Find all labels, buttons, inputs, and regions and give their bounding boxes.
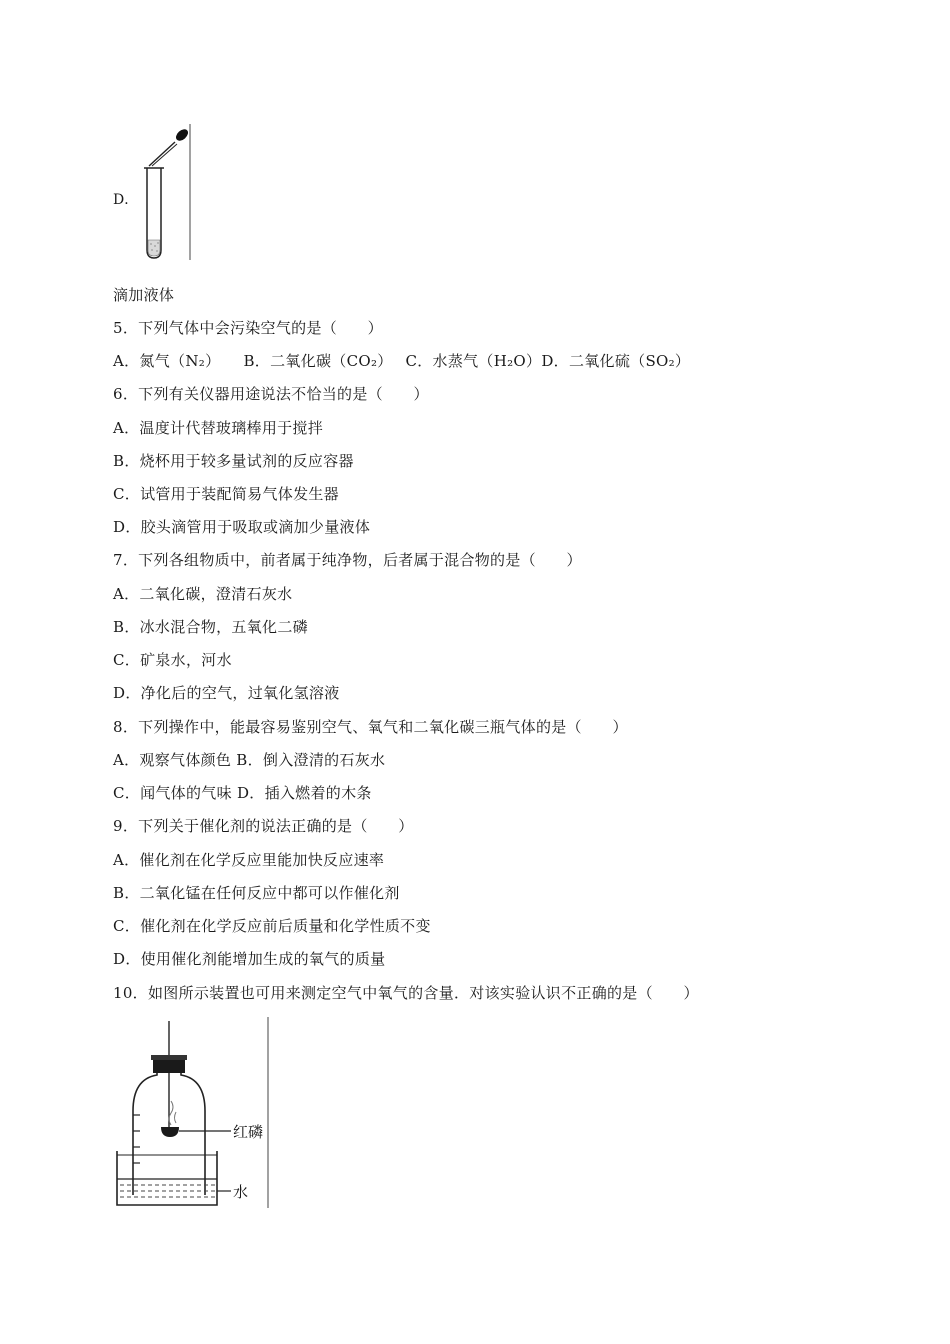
oxygen-measurement-apparatus-figure (113, 1015, 273, 1210)
q7-stem: 7．下列各组物质中，前者属于纯净物，后者属于混合物的是（ ） (113, 551, 582, 569)
q4-option-d-caption: 滴加液体 (113, 286, 175, 304)
combustion-spoon (161, 1127, 179, 1137)
dropper-glass (149, 142, 175, 166)
q6-option-a: A．温度计代替玻璃棒用于搅拌 (113, 419, 324, 437)
q9-option-a: A．催化剂在化学反应里能加快反应速率 (113, 851, 385, 869)
dropper-test-tube-figure (135, 122, 195, 262)
q7-option-a: A．二氧化碳，澄清石灰水 (113, 585, 293, 603)
q9-option-d: D．使用催化剂能增加生成的氧气的质量 (113, 950, 386, 968)
q4-option-d-label: D． (113, 192, 139, 208)
q9-stem: 9．下列关于催化剂的说法正确的是（ ） (113, 817, 414, 835)
q6-option-b: B．烧杯用于较多量试剂的反应容器 (113, 452, 354, 470)
q6-stem: 6．下列有关仪器用途说法不恰当的是（ ） (113, 385, 429, 403)
q7-option-b: B．冰水混合物，五氧化二磷 (113, 618, 308, 636)
q9-option-c: C．催化剂在化学反应前后质量和化学性质不变 (113, 917, 431, 935)
q5-options: A．氮气（N₂） B．二氧化碳（CO₂） C．水蒸气（H₂O）D．二氧化硫（SO₂） (113, 352, 691, 370)
q8-stem: 8．下列操作中，能最容易鉴别空气、氧气和二氧化碳三瓶气体的是（ ） (113, 718, 628, 736)
q9-option-b: B．二氧化锰在任何反应中都可以作催化剂 (113, 884, 400, 902)
q7-option-c: C．矿泉水，河水 (113, 651, 232, 669)
q8-options-ab: A．观察气体颜色 B．倒入澄清的石灰水 (113, 751, 386, 769)
q10-stem: 10．如图所示装置也可用来测定空气中氧气的含量．对该实验认识不正确的是（ ） (113, 984, 699, 1002)
graduation-marks (133, 1115, 140, 1163)
q7-option-d: D．净化后的空气，过氧化氢溶液 (113, 684, 340, 702)
water-pattern (120, 1185, 215, 1197)
q6-option-d: D．胶头滴管用于吸取或滴加少量液体 (113, 518, 371, 536)
water-label: 水 (233, 1183, 249, 1201)
q5-stem: 5．下列气体中会污染空气的是（ ） (113, 319, 383, 337)
phosphorus-label: 红磷 (233, 1123, 264, 1141)
q6-option-c: C．试管用于装配简易气体发生器 (113, 485, 339, 503)
dropper-bulb (174, 127, 190, 143)
water-trough (117, 1151, 217, 1205)
q8-options-cd: C．闻气体的气味 D．插入燃着的木条 (113, 784, 372, 802)
